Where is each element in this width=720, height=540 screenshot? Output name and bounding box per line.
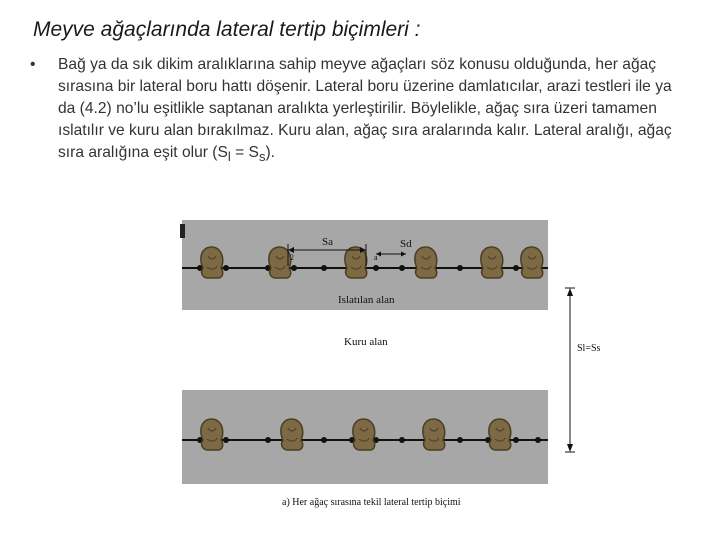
corner-mark [180, 224, 185, 238]
subscript-l: l [227, 149, 231, 165]
subscript-s: s [258, 149, 266, 165]
bullet-body: Bağ ya da sık dikim aralıklarına sahip meyve ağaçları söz konusu olduğunda, her ağaç sırasına bir lateral boru hattı döşenir. Lateral boru üzerine damlatıcılar, arazi testleri ile ya da (4.2) no’lu eşitlikle saptanan aralıkta yerleştirilir. Böylelikle, ağaç sıra üzeri tamamen ıslatılır ve kuru alan bırakılmaz. Kuru alan, ağaç sıra aralarında kalır. Lateral aralığı, ağaç sıra aralığına eşit olur (S [58, 56, 672, 161]
wetted-area-label: Islatılan alan [338, 294, 395, 306]
bullet-equals: = S [230, 144, 259, 161]
sa-label: Sa [322, 236, 333, 248]
slide-title: Meyve ağaçlarında lateral tertip biçimleri : [33, 18, 421, 41]
spacing-label: Sl=Ss [577, 343, 601, 354]
emitter-mark-2: a [374, 253, 378, 262]
emitter-mark-1: 2 [290, 253, 294, 262]
bullet-marker: • [30, 56, 36, 73]
bullet-paragraph [30, 54, 690, 168]
dry-area-label: Kuru alan [344, 336, 388, 348]
diagram-caption: a) Her ağaç sırasına tekil lateral tertip biçimi [282, 497, 461, 508]
bullet-text [58, 54, 690, 168]
lateral-layout-diagram [170, 210, 601, 520]
bullet-end: ). [265, 144, 275, 161]
sd-label: Sd [400, 238, 412, 250]
diagram-canvas [170, 210, 601, 520]
